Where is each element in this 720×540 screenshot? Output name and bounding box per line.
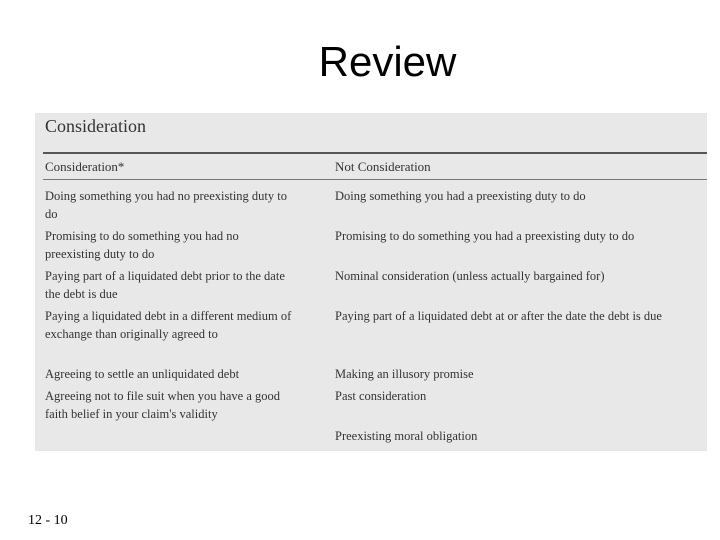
column-header-not-consideration: Not Consideration xyxy=(335,159,431,174)
table-cell: Paying part of a liquidated debt prior to the date the debt is due xyxy=(45,269,285,301)
slide-title: Review xyxy=(318,38,457,85)
table-cell: Doing something you had a preexisting duty to do xyxy=(335,189,586,203)
page-number: 12 - 10 xyxy=(28,513,68,528)
table-cell: Preexisting moral obligation xyxy=(335,429,478,443)
table-cell: Agreeing not to file suit when you have a good faith belief in your claim's validity xyxy=(45,389,281,421)
table-title: Consideration xyxy=(45,116,146,136)
column-header-consideration: Consideration* xyxy=(45,159,125,174)
table-top-rule xyxy=(43,152,707,154)
table-cell: Promising to do something you had no preexisting duty to do xyxy=(45,229,239,261)
table-cell: Past consideration xyxy=(335,389,427,403)
table-cell: Making an illusory promise xyxy=(335,367,474,381)
table-cell: Nominal consideration (unless actually bargained for) xyxy=(335,269,605,283)
table-cell: Agreeing to settle an unliquidated debt xyxy=(45,367,240,381)
table-cell: Paying a liquidated debt in a different medium of exchange than originally agreed to xyxy=(45,309,292,341)
consideration-table xyxy=(35,113,707,451)
header-rule xyxy=(43,179,707,180)
table-cell: Paying part of a liquidated debt at or after the date the debt is due xyxy=(335,309,662,323)
table-cell: Doing something you had no preexisting duty to do xyxy=(45,189,287,221)
table-cell: Promising to do something you had a preexisting duty to do xyxy=(335,229,635,243)
